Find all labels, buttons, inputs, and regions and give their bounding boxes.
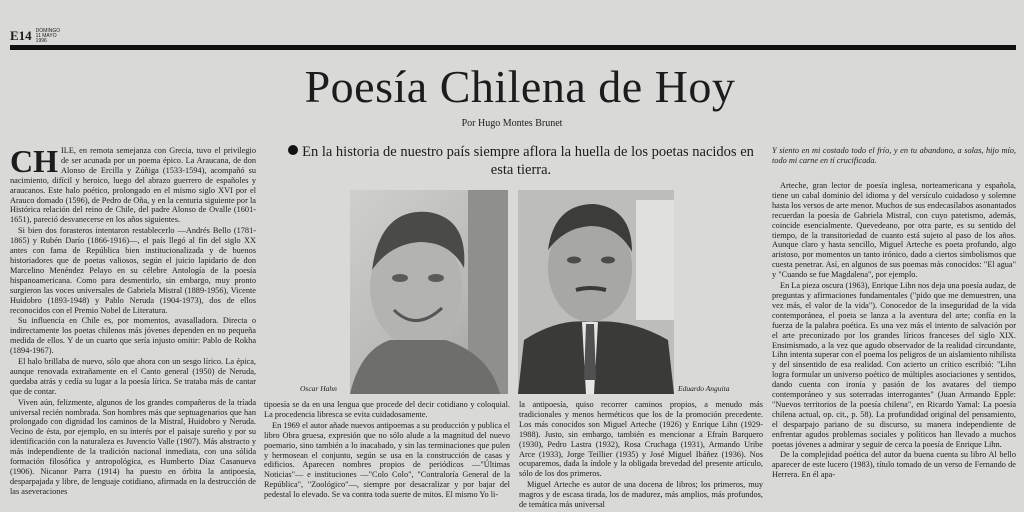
paragraph: Arteche, gran lector de poesía inglesa, norteamericana y española, tiene un cabal dominio del idioma y del versículo cuidadoso y solemne hasta los versos de arte menor. Muchos de sus endecasílabos asonantados recuerdan la poesía de Gabriela Mistral, con cuyo patetismo, además, coincide esencialmente. Quevedeano, por otra parte, es su sentido del tiempo, de la transitoriedad de cuanto está sujeto al paso de los años. Aunque claro y hasta sencillo, Miguel Arteche es poeta profundo, algo aristoso, por momentos un tanto irónico, dado a ciertos simbolismos que cuesta penetrar. Así, en algunos de sus poemas más conocidos: "El agua" y "Cuando se fue Magdalena", por ejemplo. — [772, 181, 1016, 280]
column-1 — [10, 146, 256, 512]
paragraph: ILE, en remota semejanza con Grecia, tuvo el privilegio de ser acunada por un poema épico. La Araucana, de don Alonso de Ercilla y Zúñiga (1533-1594), acompañó su nacimiento, difícil y heroico, luego del abrazo guerrero de españoles y araucanos. Este halo poético, prolongado en el mismo siglo XVI por el Arauco domado (1596), de Pedro de Oña, y en la centuria siguiente por la Histórica relación del reino de Chile, del padre Alonso de Ovalle (1601-1651), pareció desvanecerse en los años siguientes. — [10, 146, 256, 225]
paragraph: tipoesía se da en una lengua que procede del decir cotidiano y coloquial. La procedencia libresca se evita cuidadosamente. — [264, 400, 510, 419]
paragraph: En 1969 el autor añade nuevos antipoemas a su producción y publica el libro Obra gruesa, expresión que no sólo alude a la magnitud del nuevo poemario, sino también a lo inacabado, y sin las terminaciones que pulen y hermosean el conjunto, según se usa en la construcción de casas y edificios. Aparecen nombres propios de periódicos —"Últimas Noticias"— e instituciones —"Colo Colo", "Contraloría General de la República", "Zoológico"—, siempre por desacralizar y por bajar del pedestal lo elevado. Se va contra toda suerte de mitos. El mismo Yo li- — [264, 420, 510, 500]
paragraph: En La pieza oscura (1963), Enrique Lihn nos deja una poesía audaz, de preguntas y afirmaciones fundamentales ("pido que me demuestren, una vez más, el valor de la vida"). Conocedor de la inseguridad de la vida contemporánea, el poeta se lanza a la aventura del arte; confía en la fuerza de la palabra poética. Es una vez más el intento de salvación por el arte preconizado por los grandes líricos franceses del siglo XIX. Ensimismado, a la vez que agudo observador de la realidad circundante, Lihn intenta superar con el poema los peligros de un aislamiento nihilista y del sinsentido de esa realidad. Con acierto un crítico escribió: "Lihn logra formular un universo poético de múltiples asociaciones y sentidos, dando cuenta con ironía y pasión de los avatares del tiempo contemporáneo y sus soterradas interrogantes" (Juan Armando Epple: "Nuevos territorios de la poesía chilena", en Ricardo Yamal: La poesía chilena actual, op. cit., p. 58). La profundidad original del pensamiento, el desparpajo pariano de su discurso, su manera independiente de enfrentar agudos problemas sociales y políticos han llevado a muchos poetas jóvenes a admirar y seguir de cerca la poesía de Enrique Lihn. — [772, 281, 1016, 449]
paragraph: Viven aún, felizmente, algunos de los grandes compañeros de la tríada universal recién nombrada. Son hombres más que septuagenarios que han prolongado con dignidad los caminos de la Mistral, Huidobro y Neruda. Vecino de ésta, por ejemplo, en su interés por el paisaje sureño y por su identificación con la naturaleza es Juvencio Valle (1907). Más abstracto y más independiente de la tradición nacional inmediata, con una sólida formación filosófica y antropológica, es Humberto Díaz Casanueva (1906). Nicanor Parra (1914) ha puesto en órbita la antipoesía, desparpajada y libre, de lenguaje cotidiano, afirmada en la destrucción de las aseveraciones — [10, 397, 256, 496]
drop-cap: CH — [10, 146, 58, 179]
article-title: Poesía Chilena de Hoy — [304, 61, 736, 112]
photo1-caption: Oscar Hahn — [300, 384, 337, 393]
article-byline: Por Hugo Montes Brunet — [461, 118, 563, 129]
page-header — [10, 28, 66, 44]
paragraph: Su influencia en Chile es, por momentos, avasalladora. Directa o indirectamente los poetas chilenos más jóvenes dependen en no pequeña medida de ellos. Y de un cuarto que sería injusto omitir: Pablo de Rokha (1894-1967). — [10, 316, 256, 356]
column-2 — [264, 400, 510, 512]
column-3 — [519, 400, 763, 512]
paragraph: Si bien dos forasteros intentaron restablecerlo —Andrés Bello (1781-1865) y Rubén Darío (1866-1916)—, el país llegó al fin del siglo XX antes con fama de República bien institucionalizada y de buenos historiadores que de poetas valiosos, según el juicio lapidario de don Marcelino Menéndez Pelayo en su célebre Antología de la poesía hispanoamericana. Como para desmentirlo, sin embargo, muy pronto surgieron las voces universales de Gabriela Mistral (1889-1956), Vicente Huidobro (1893-1948) y Pablo Neruda (1904-1973), dos de ellos reconocidos con el Premio Nobel de Literatura. — [10, 226, 256, 315]
paragraph: El halo brillaba de nuevo, sólo que ahora con un sesgo lírico. La épica, aunque renovada extrañamente en el Canto general (1950) de Neruda, quedaba atrás y cedía su lugar a la poesía lírica. Se trataba más de cantar que de contar. — [10, 357, 256, 396]
paragraph: De la complejidad poética del autor da buena cuenta su libro Al bello aparecer de este lucero (1983), título tomado de un verso de Fernando de Herrera. En él apa- — [772, 450, 1016, 480]
verse-quote — [772, 146, 1016, 182]
paragraph: Miguel Arteche es autor de una docena de libros; los primeros, muy magros y de escasa tirada, los de madurez, más amplios, más profundos, de temática más universal — [519, 480, 763, 510]
top-rule — [10, 45, 1016, 50]
page-number: E14 — [10, 28, 32, 43]
column-4 — [772, 181, 1016, 512]
paragraph: la antipoesía, quiso recorrer caminos propios, a menudo más tradicionales y menos herméticos que los de la promoción precedente. Los más conocidos son Miguel Arteche (1926) y Enrique Lihn (1929-1988). Justo, sin embargo, también es mencionar a Efraín Barquero (1930), Pedro Lastra (1932), Rosa Cruchaga (1931), Armando Uribe Arce (1933), Jorge Teillier (1935) y José Miguel Ibáñez (1936). Nos ocuparemos, dada la índole y la obligada brevedad del presente artículo, sólo de los dos primeros. — [519, 400, 763, 479]
dateline: DOMINGO 11 MAYO 1996 — [35, 27, 61, 44]
subhead — [286, 143, 756, 179]
photo-oscar-hahn — [350, 190, 508, 394]
photo-eduardo-anguita — [518, 190, 674, 394]
bullet-icon — [288, 145, 298, 155]
photo2-caption: Eduardo Anguita — [678, 384, 730, 393]
verse-text: Y siento en mi costado todo el frío, y en tu abandono, a solas, hijo mío, todo mi carne en tí crucificada. — [772, 146, 1016, 165]
subhead-text: En la historia de nuestro país siempre aflora la huella de los poetas nacidos en esta tierra. — [302, 144, 754, 178]
